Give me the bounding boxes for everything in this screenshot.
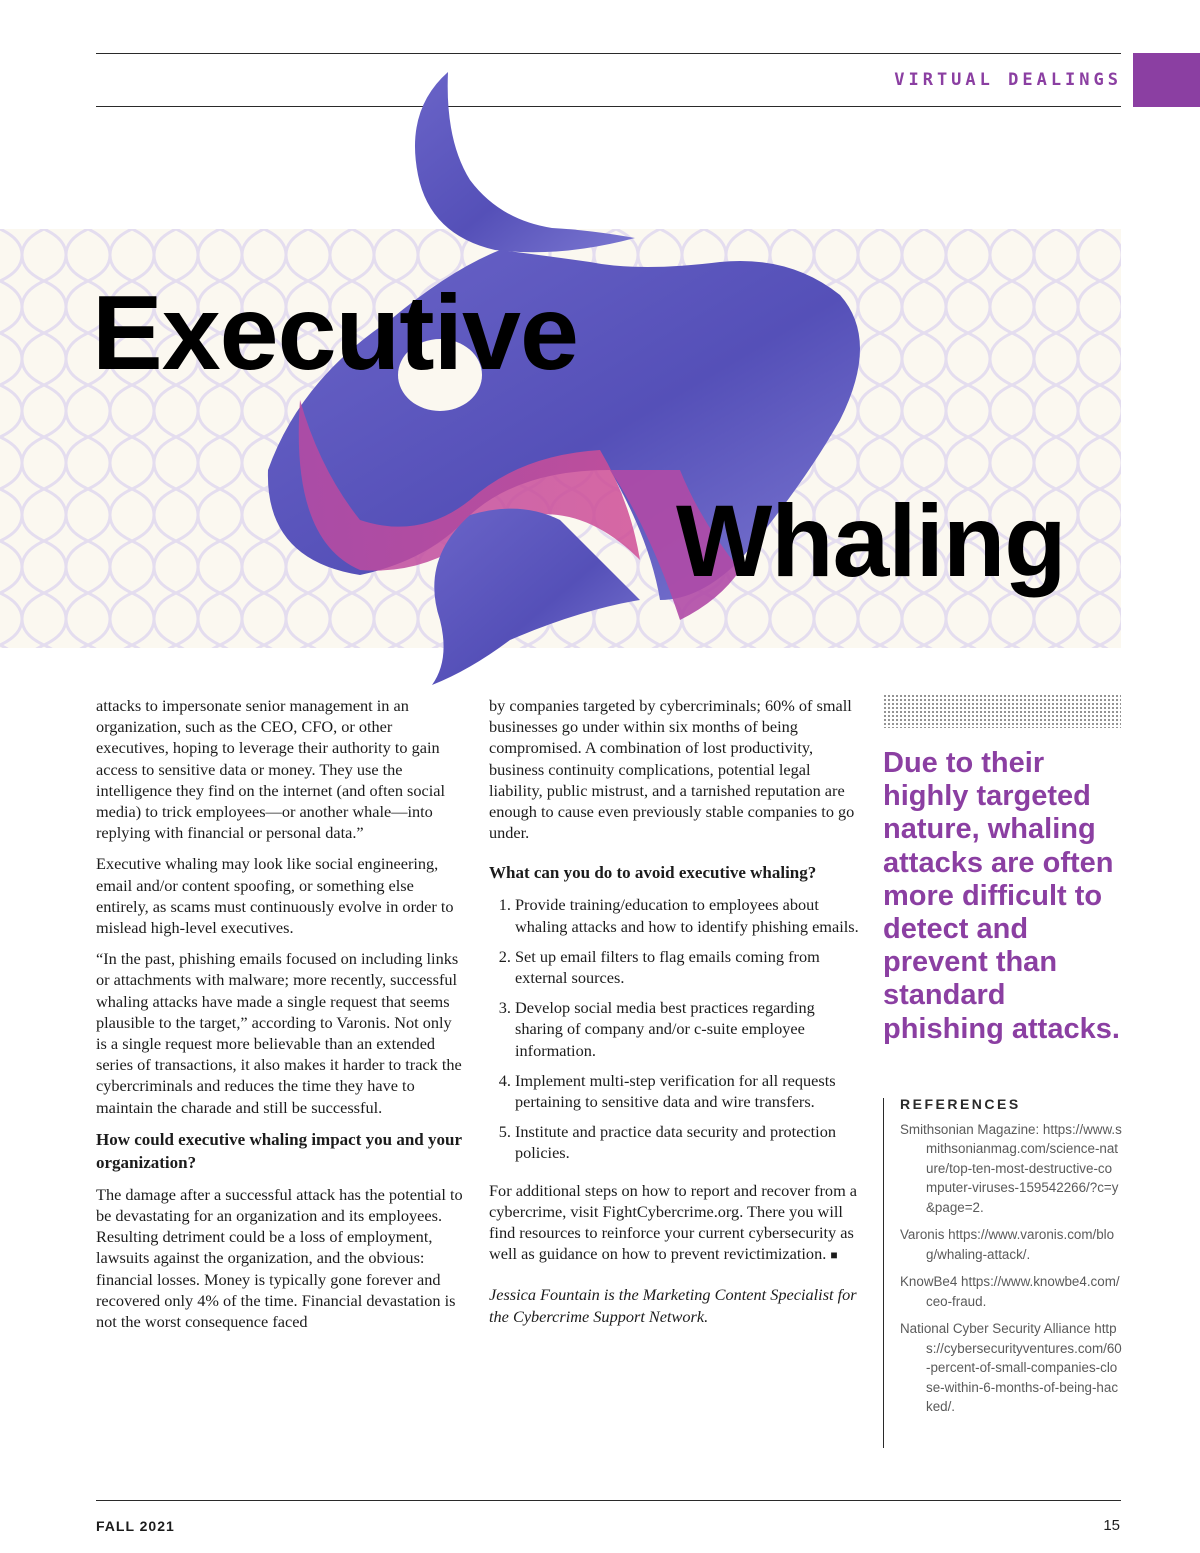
paragraph: “In the past, phishing emails focused on including links or attachments with malware; more recently, successful whaling attacks have made a single request that seems plausible to the target,” according to Varonis. Not only is a single request more believable than an extended series of transactions, it also makes it harder to track the cybercriminals and reduces the time they have to maintain the charade and still be successful. [96, 949, 462, 1117]
references-heading: REFERENCES [900, 1096, 1021, 1112]
paragraph: attacks to impersonate senior management in an organization, such as the CEO, CFO, or other executives, hoping to leverage their authority to gain access to sensitive data or money. They use the intelligence they find on the internet (and often social media) to trick employees—or another whale—into replying with financial or personal data.” [96, 696, 446, 843]
title-whaling: Whaling [676, 484, 1066, 598]
title-executive: Executive [92, 274, 578, 392]
references-box [900, 1095, 1122, 1425]
whale-tail [415, 72, 635, 252]
whale-head [432, 509, 640, 685]
references-rule [883, 1098, 884, 1448]
article-column-2 [489, 695, 861, 1337]
list-item: 2. Set up email filters to flag emails coming from external sources. [515, 946, 861, 988]
paragraph: The damage after a successful attack has the potential to be devastating for an organization and its employees. Resulting detriment could be a loss of employment, lawsuits against the organization, and the obvious: financial losses. Money is typically gone forever and recovered only 4% of the time. Financial devastation is not the worst consequence faced [96, 1184, 463, 1332]
list-item: 4. Implement multi-step verification for all requests pertaining to sensitive data and wire transfers. [515, 1070, 861, 1112]
section-label: VIRTUAL DEALINGS [894, 70, 1122, 90]
list-item: 3. Develop social media best practices regarding sharing of company and/or c-suite employee information. [515, 997, 861, 1061]
reference-item: KnowBe4 https://www.knowbe4.com/ceo-fraud. [900, 1274, 1120, 1309]
pull-quote: Due to their highly targeted nature, whaling attacks are often more difficult to detect and prevent than standard phishing attacks. [883, 747, 1120, 1045]
section-heading: What can you do to avoid executive whaling? [489, 863, 817, 883]
square-icon: ■ [830, 1248, 838, 1263]
section-heading: How could executive whaling impact you and your organization? [96, 1129, 462, 1172]
paragraph: by companies targeted by cybercriminals; 60% of small businesses go under within six months of being compromised. A combination of lost productivity, business continuity complications, potential legal liability, public mistrust, and a tarnished reputation are enough to cause even previously stable companies to go under. [489, 696, 855, 843]
footer-rule [96, 1500, 1121, 1501]
dot-texture [883, 694, 1121, 728]
page-number: 15 [1103, 1517, 1120, 1534]
paragraph: Executive whaling may look like social engineering, email and/or content spoofing, or something else entirely, as scams must continuously evolve in order to mislead high-level executives. [96, 854, 454, 938]
article-column-1 [96, 695, 464, 1342]
closing-text: For additional steps on how to report and recover from a cybercrime, visit FightCybercrime.org. There you will find resources to reinforce your current cybersecurity as well as guidance on how to prevent revictimization. [489, 1180, 858, 1264]
reference-item: Smithsonian Magazine: https://www.smithsonianmag.com/science-nature/top-ten-most-destructive-computer-viruses-159542266/?c=y&page=2. [900, 1121, 1122, 1215]
author-byline: Jessica Fountain is the Marketing Content Specialist for the Cybercrime Support Network. [489, 1285, 857, 1326]
paragraph [489, 1180, 861, 1267]
issue-label: FALL 2021 [96, 1518, 175, 1534]
tips-list [489, 894, 861, 1163]
list-item: 1. Provide training/education to employees about whaling attacks and how to identify phishing emails. [515, 894, 861, 936]
list-item: 5. Institute and practice data security and protection policies. [515, 1121, 861, 1163]
reference-item: National Cyber Security Alliance https://cybersecurityventures.com/60-percent-of-small-companies-close-within-6-months-of-being-hacked/. [900, 1321, 1122, 1414]
reference-item: Varonis https://www.varonis.com/blog/whaling-attack/. [900, 1227, 1115, 1262]
